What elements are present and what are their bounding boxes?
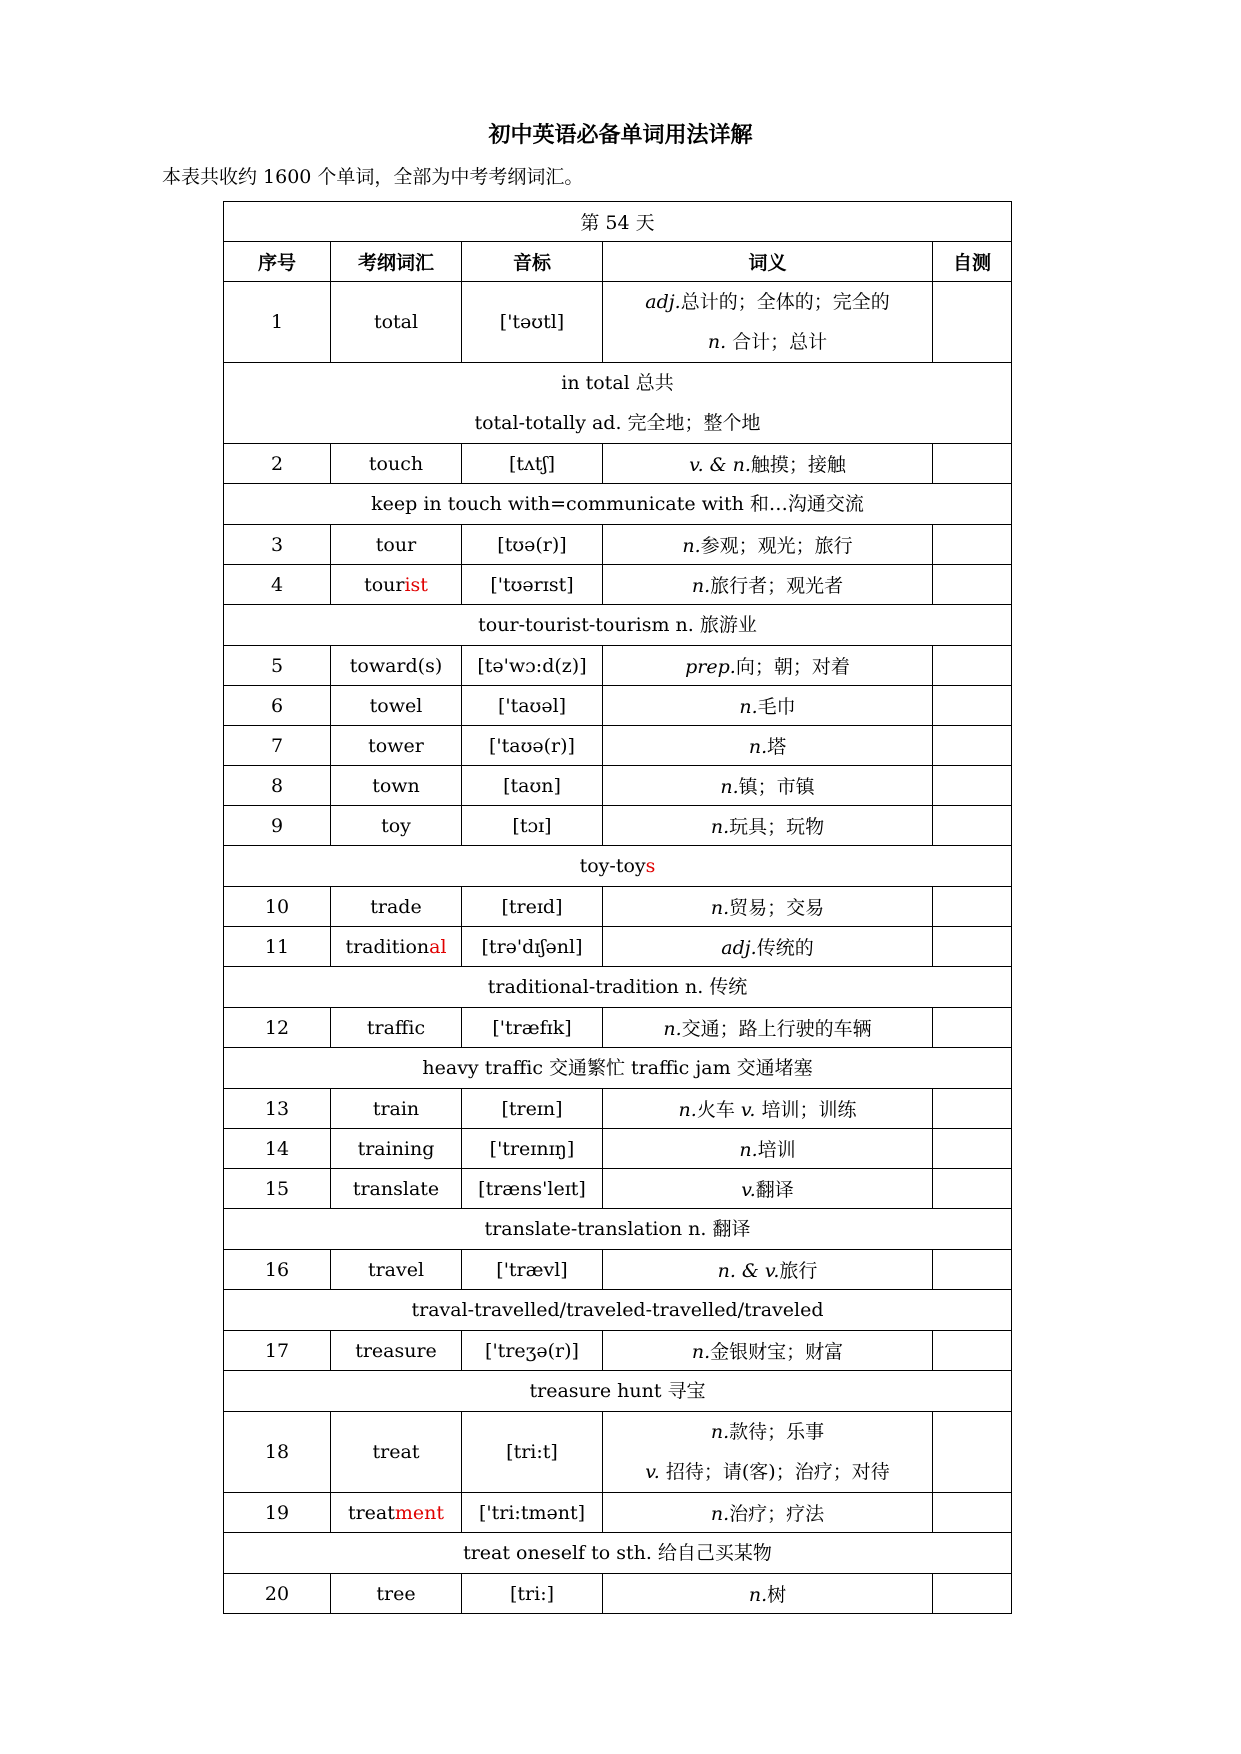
meaning-cell: [603, 1493, 933, 1533]
part-of-speech: n. & v.: [717, 1260, 780, 1282]
meaning-line: [689, 454, 846, 476]
note-red-suffix: s: [645, 855, 656, 877]
self-test-cell: [933, 726, 1012, 766]
number-cell: 3: [224, 525, 331, 565]
part-of-speech: n.: [710, 1503, 730, 1525]
meaning-cell: [603, 686, 933, 726]
col-header-word: 考纲词汇: [331, 242, 462, 282]
note-line: treat oneself to sth. 给自己买某物: [463, 1542, 772, 1564]
meaning-text: 交通；路上行驶的车辆: [681, 1018, 872, 1040]
note-line: keep in touch with=communicate with 和…沟通交流: [371, 493, 864, 515]
word-stem: treasure: [355, 1339, 437, 1362]
vocabulary-rows: [224, 282, 1012, 1614]
part-of-speech: n.: [739, 1139, 758, 1161]
number-cell: 1: [224, 282, 331, 363]
word-stem: tour: [364, 573, 405, 596]
self-test-cell: [933, 1574, 1012, 1614]
number-cell: 10: [224, 887, 331, 927]
word-cell: [331, 565, 462, 605]
meaning-line: [711, 897, 824, 919]
number-cell: 16: [224, 1250, 331, 1290]
col-header-number: 序号: [224, 242, 331, 282]
note-row: [224, 605, 1012, 646]
word-cell: [331, 525, 462, 565]
meaning-text: 参观；观光；旅行: [700, 535, 853, 557]
note-cell: [224, 484, 1012, 525]
self-test-cell: [933, 646, 1012, 686]
meaning-text: 触摸；接触: [750, 454, 846, 476]
word-cell: [331, 1412, 462, 1493]
word-cell: [331, 1169, 462, 1209]
meaning-cell: [603, 1574, 933, 1614]
part-of-speech: n.: [739, 696, 758, 718]
meaning-line: [749, 1584, 786, 1606]
note-line: toy-toys: [579, 855, 656, 877]
vocabulary-table: [223, 201, 1012, 1614]
word-cell: [331, 1331, 462, 1371]
word-cell: [331, 1250, 462, 1290]
meaning-text: 旅行者；观光者: [710, 575, 844, 597]
self-test-cell: [933, 1331, 1012, 1371]
note-row: [224, 967, 1012, 1008]
word-cell: [331, 887, 462, 927]
word-cell: [331, 1574, 462, 1614]
phonetic-cell: ['træfɪk]: [462, 1008, 603, 1048]
word-cell: [331, 282, 462, 363]
word-row: [224, 1169, 1012, 1209]
note-line: translate-translation n. 翻译: [484, 1218, 751, 1240]
note-cell: [224, 1533, 1012, 1574]
self-test-cell: [933, 887, 1012, 927]
word-row: [224, 525, 1012, 565]
part-of-speech: v.: [741, 1179, 756, 1201]
meaning-text: 招待；请(客)；治疗；对待: [665, 1461, 890, 1483]
col-header-self-test: 自测: [933, 242, 1012, 282]
note-line: treasure hunt 寻宝: [529, 1380, 706, 1402]
note-line: tour-tourist-tourism n. 旅游业: [478, 614, 757, 636]
meaning-cell: [603, 1250, 933, 1290]
meaning-line: [739, 1139, 795, 1161]
number-cell: 19: [224, 1493, 331, 1533]
word-stem: traffic: [366, 1016, 426, 1039]
meaning-cell: [603, 444, 933, 484]
word-row: [224, 646, 1012, 686]
number-cell: 7: [224, 726, 331, 766]
number-cell: 6: [224, 686, 331, 726]
note-row: [224, 1533, 1012, 1574]
word-row: [224, 1331, 1012, 1371]
note-line: traditional-tradition n. 传统: [487, 976, 748, 998]
meaning-cell: [603, 887, 933, 927]
meaning-line: [603, 1412, 932, 1452]
phonetic-cell: ['treʒə(r)]: [462, 1331, 603, 1371]
part-of-speech: n.: [710, 816, 730, 838]
part-of-speech: n.: [720, 776, 739, 798]
meaning-line: [603, 322, 932, 362]
number-cell: 8: [224, 766, 331, 806]
meaning-line: [711, 816, 824, 838]
meaning-cell: [603, 1331, 933, 1371]
phonetic-cell: [tʌtʃ]: [462, 444, 603, 484]
meaning-cell: [603, 282, 933, 363]
meaning-cell: [603, 525, 933, 565]
word-row: [224, 766, 1012, 806]
word-row: [224, 1493, 1012, 1533]
note-row: [224, 1209, 1012, 1250]
word-stem: towel: [369, 694, 423, 717]
number-cell: 4: [224, 565, 331, 605]
number-cell: 15: [224, 1169, 331, 1209]
meaning-text: 向；朝；对着: [735, 656, 850, 678]
meaning-text: 传统的: [756, 937, 814, 959]
self-test-cell: [933, 1008, 1012, 1048]
word-stem: touch: [368, 452, 424, 475]
word-cell: [331, 927, 462, 967]
part-of-speech: v.: [645, 1461, 660, 1483]
phonetic-cell: [taʊn]: [462, 766, 603, 806]
word-row: [224, 686, 1012, 726]
word-cell: [331, 1129, 462, 1169]
phonetic-cell: [treɪn]: [462, 1089, 603, 1129]
self-test-cell: [933, 565, 1012, 605]
number-cell: 12: [224, 1008, 331, 1048]
word-stem: travel: [367, 1258, 425, 1281]
word-row: [224, 444, 1012, 484]
meaning-line: [741, 1179, 794, 1201]
meaning-line: [739, 696, 795, 718]
day-header: 第 54 天: [224, 202, 1012, 242]
word-stem: toy: [381, 814, 411, 837]
meaning-text: 旅行: [779, 1260, 818, 1282]
part-of-speech: v. & n.: [689, 454, 751, 476]
note-row: [224, 1290, 1012, 1331]
meaning-line: [718, 1260, 818, 1282]
meaning-line: [692, 1341, 843, 1363]
meaning-cell: [603, 806, 933, 846]
phonetic-cell: ['trævl]: [462, 1250, 603, 1290]
phonetic-cell: ['tʊərɪst]: [462, 565, 603, 605]
word-row: [224, 1250, 1012, 1290]
meaning-cell: [603, 766, 933, 806]
self-test-cell: [933, 686, 1012, 726]
meaning-line: [603, 282, 932, 322]
meaning-line: [720, 776, 814, 798]
meaning-text: 金银财宝；财富: [710, 1341, 844, 1363]
self-test-cell: [933, 927, 1012, 967]
meaning-line: [682, 535, 852, 557]
note-row: [224, 1048, 1012, 1089]
meaning-line: [663, 1018, 871, 1040]
meaning-text: 培训: [757, 1139, 796, 1161]
self-test-cell: [933, 282, 1012, 363]
meaning-text: 树: [767, 1584, 787, 1606]
note-row: [224, 363, 1012, 444]
page-title: 初中英语必备单词用法详解: [488, 122, 753, 148]
part-of-speech: n.: [663, 1018, 682, 1040]
meaning-text: 火车: [696, 1099, 741, 1121]
word-cell: [331, 1008, 462, 1048]
note-cell: [224, 363, 1012, 444]
note-cell: [224, 605, 1012, 646]
part-of-speech: prep.: [685, 656, 736, 678]
meaning-text: 培训；训练: [761, 1099, 857, 1121]
note-row: [224, 484, 1012, 525]
meaning-text: 毛巾: [757, 696, 796, 718]
word-suffix: ist: [404, 573, 428, 596]
word-suffix: ment: [394, 1501, 445, 1524]
phonetic-cell: [tri:]: [462, 1574, 603, 1614]
page-subtitle: 本表共收约 1600 个单词，全部为中考考纲词汇。: [162, 166, 584, 188]
meaning-cell: [603, 565, 933, 605]
self-test-cell: [933, 1129, 1012, 1169]
meaning-text: 款待；乐事: [729, 1421, 825, 1443]
meaning-line: [721, 937, 813, 959]
meaning-line: [679, 1099, 857, 1121]
note-cell: [224, 1371, 1012, 1412]
self-test-cell: [933, 1169, 1012, 1209]
phonetic-cell: [treɪd]: [462, 887, 603, 927]
note-cell: [224, 967, 1012, 1008]
word-cell: [331, 1089, 462, 1129]
part-of-speech: n.: [748, 1584, 768, 1606]
meaning-line: [685, 656, 850, 678]
part-of-speech: n.: [710, 1421, 730, 1443]
part-of-speech: n.: [710, 897, 730, 919]
part-of-speech: n.: [707, 331, 727, 353]
word-row: [224, 1412, 1012, 1493]
number-cell: 17: [224, 1331, 331, 1371]
word-cell: [331, 726, 462, 766]
meaning-line: [603, 1452, 932, 1492]
self-test-cell: [933, 1250, 1012, 1290]
note-cell: [224, 1290, 1012, 1331]
word-stem: tour: [375, 533, 417, 556]
word-row: [224, 565, 1012, 605]
phonetic-cell: [tə'wɔ:d(z)]: [462, 646, 603, 686]
number-cell: 9: [224, 806, 331, 846]
word-row: [224, 1089, 1012, 1129]
note-row: [224, 846, 1012, 887]
word-cell: [331, 686, 462, 726]
word-stem: tree: [376, 1582, 416, 1605]
word-stem: tradition: [345, 935, 430, 958]
note-cell: [224, 846, 1012, 887]
part-of-speech: n.: [748, 736, 768, 758]
note-line: heavy traffic 交通繁忙 traffic jam 交通堵塞: [422, 1057, 813, 1079]
word-cell: [331, 1493, 462, 1533]
meaning-cell: [603, 1169, 933, 1209]
phonetic-cell: ['taʊə(r)]: [462, 726, 603, 766]
meaning-cell: [603, 1008, 933, 1048]
meaning-cell: [603, 1129, 933, 1169]
word-cell: [331, 646, 462, 686]
word-stem: training: [357, 1137, 435, 1160]
meaning-text: 治疗；疗法: [729, 1503, 825, 1525]
word-cell: [331, 444, 462, 484]
meaning-line: [749, 736, 786, 758]
meaning-text: 翻译: [755, 1179, 794, 1201]
self-test-cell: [933, 806, 1012, 846]
number-cell: 13: [224, 1089, 331, 1129]
self-test-cell: [933, 444, 1012, 484]
word-stem: treat: [372, 1441, 420, 1463]
meaning-text: 塔: [767, 736, 787, 758]
number-cell: 11: [224, 927, 331, 967]
meaning-cell: [603, 646, 933, 686]
meaning-text: 总计的；全体的；完全的: [680, 291, 890, 313]
phonetic-cell: [tɔɪ]: [462, 806, 603, 846]
meaning-text: 合计；总计: [732, 331, 828, 353]
word-row: [224, 927, 1012, 967]
word-stem: town: [372, 774, 420, 797]
self-test-cell: [933, 1089, 1012, 1129]
part-of-speech: v.: [740, 1099, 756, 1121]
word-row: [224, 282, 1012, 363]
word-cell: [331, 806, 462, 846]
part-of-speech: n.: [678, 1099, 697, 1121]
meaning-line: [711, 1503, 824, 1525]
word-stem: train: [372, 1097, 420, 1120]
meaning-cell: [603, 1089, 933, 1129]
meaning-text: 贸易；交易: [729, 897, 825, 919]
note-cell: [224, 1048, 1012, 1089]
word-row: [224, 1574, 1012, 1614]
meaning-cell: [603, 927, 933, 967]
meaning-text: 玩具；玩物: [729, 816, 825, 838]
phonetic-cell: ['taʊəl]: [462, 686, 603, 726]
word-stem: total: [373, 311, 419, 333]
note-line: total-totally ad. 完全地；整个地: [474, 412, 761, 434]
self-test-cell: [933, 525, 1012, 565]
word-row: [224, 1129, 1012, 1169]
phonetic-cell: [træns'leɪt]: [462, 1169, 603, 1209]
col-header-phonetic: 音标: [462, 242, 603, 282]
word-suffix: al: [429, 935, 447, 958]
word-stem: tower: [368, 734, 424, 757]
word-row: [224, 887, 1012, 927]
meaning-text: 镇；市镇: [738, 776, 815, 798]
self-test-cell: [933, 766, 1012, 806]
note-row: [224, 1371, 1012, 1412]
phonetic-cell: ['təʊtl]: [462, 282, 603, 363]
col-header-meaning: 词义: [603, 242, 933, 282]
number-cell: 5: [224, 646, 331, 686]
self-test-cell: [933, 1412, 1012, 1493]
note-line: in total 总共: [561, 372, 674, 394]
word-row: [224, 726, 1012, 766]
part-of-speech: n.: [691, 1341, 711, 1363]
part-of-speech: n.: [682, 535, 701, 557]
phonetic-cell: [tʊə(r)]: [462, 525, 603, 565]
number-cell: 2: [224, 444, 331, 484]
self-test-cell: [933, 1493, 1012, 1533]
phonetic-cell: ['treɪnɪŋ]: [462, 1129, 603, 1169]
meaning-line: [692, 575, 843, 597]
word-row: [224, 1008, 1012, 1048]
word-cell: [331, 766, 462, 806]
word-stem: trade: [370, 895, 422, 918]
part-of-speech: n.: [691, 575, 711, 597]
part-of-speech: adj.: [721, 937, 757, 959]
number-cell: 20: [224, 1574, 331, 1614]
note-line: traval-travelled/traveled-travelled/traveled: [411, 1299, 824, 1321]
phonetic-cell: [tri:t]: [462, 1412, 603, 1493]
meaning-cell: [603, 1412, 933, 1493]
number-cell: 18: [224, 1412, 331, 1493]
word-stem: treat: [347, 1501, 395, 1524]
word-row: [224, 806, 1012, 846]
part-of-speech: adj.: [645, 291, 681, 313]
word-stem: translate: [352, 1177, 440, 1200]
phonetic-cell: [trə'dɪʃənl]: [462, 927, 603, 967]
word-stem: toward(s): [349, 654, 443, 677]
phonetic-cell: ['tri:tmənt]: [462, 1493, 603, 1533]
note-cell: [224, 1209, 1012, 1250]
meaning-cell: [603, 726, 933, 766]
number-cell: 14: [224, 1129, 331, 1169]
